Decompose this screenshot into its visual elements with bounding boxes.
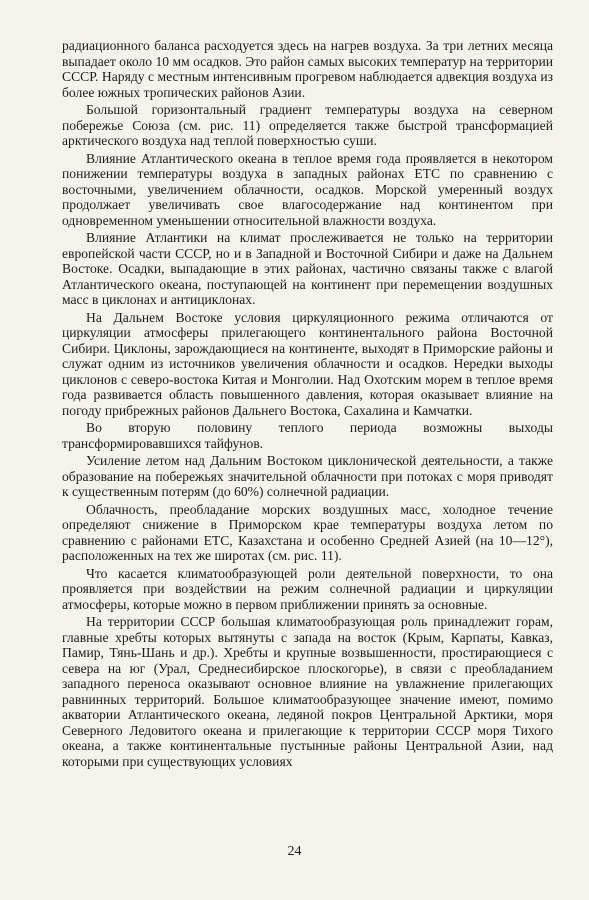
page-number: 24 [287, 844, 302, 859]
paragraph-atlantic-climate: Влияние Атлантики на климат прослеживается не только на территории европейской части СССР, но и в Западной и Восточной Сибири и даже на Дальнем Востоке. Осадки, выпадающие в этих районах, частично связаны также с влагой Атлантического океана, поступающей на континент при перемещении воздушных масс в циклонах и антициклонах. [62, 230, 553, 307]
main-text [62, 38, 553, 771]
paragraph-cloudiness: Облачность, преобладание морских воздушных масс, холодное течение определяют снижение в Приморском крае температуры воздуха летом по сравнению с районами ЕТС, Казахстана и особенно Средней Азией (на 10—12°), расположенных на тех же широтах (см. рис. 11). [62, 501, 553, 563]
paragraph-mountains: На территории СССР большая климатообразующая роль принадлежит горам, главные хребты которых вытянуты с запада на восток (Крым, Карпаты, Кавказ, Памир, Тянь-Шань и др.). Хребты и крупные возвышенности, простирающиеся с севера на юг (Урал, Среднесибирское плоскогорье), в связи с преобладанием западного переноса оказывают основное влияние на увлажнение прилегающих равнинных территорий. Большое климатообразующее значение имеют, помимо акватории Атлантического океана, ледяной покров Центральной Арктики, моря Северного Ледовитого океана и прилегающие к территории СССР моря Тихого океана, а также континентальные пустынные районы Центральной Азии, над которыми при существующих условиях [62, 614, 553, 769]
paragraph-cyclonic-activity: Усиление летом над Дальним Востоком циклонической деятельности, а также образование на побережьях значительной облачности при потоках с моря приводят к существенным потерям (до 60%) солнечной радиации. [62, 453, 553, 499]
paragraph-active-surface: Что касается климатообразующей роли деятельной поверхности, то она проявляется при воздействии на режим солнечной радиации и циркуляции атмосферы, которые можно в первом приближении принять за основные. [62, 565, 553, 612]
paragraph-far-east-circulation: На Дальнем Востоке условия циркуляционного режима отличаются от циркуляции атмосферы прилегающего континентального района Восточной Сибири. Циклоны, зарождающиеся на континенте, выходят в Приморские районы и служат одним из источников увеличения облачности и осадков. Нередки выходы циклонов с северо-востока Китая и Монголии. Над Охотским морем в теплое время года развивается область повышенного давления, которая оказывает влияние на погоду прибрежных районов Дальнего Востока, Сахалина и Камчатки. [62, 309, 553, 418]
paragraph-typhoons: Во вторую половину теплого периода возможны выходы трансформировавшихся тайфунов. [62, 420, 553, 451]
paragraph-atlantic-influence: Влияние Атлантического океана в теплое время года проявляется в некотором понижении температуры воздуха в западных районах ЕТС по сравнению с восточными, увеличением облачности, осадков. Морской умеренный воздух продолжает увеличивать свое влагосодержание над континентом при одновременном уменьшении относительной влажности воздуха. [62, 150, 553, 228]
paragraph-temperature-gradient: Большой горизонтальный градиент температуры воздуха на северном побережье Союза (см. рис. 11) определяется также быстрой трансформацией арктического воздуха над теплой поверхностью суши. [62, 102, 553, 148]
paragraph-radiation-balance: радиационного баланса расходуется здесь на нагрев воздуха. За три летних месяца выпадает около 10 мм осадков. Это район самых высоких температур на территории СССР. Наряду с местным интенсивным прогревом наблюдается адвекция воздуха из более южных тропических районов Азии. [62, 38, 553, 100]
